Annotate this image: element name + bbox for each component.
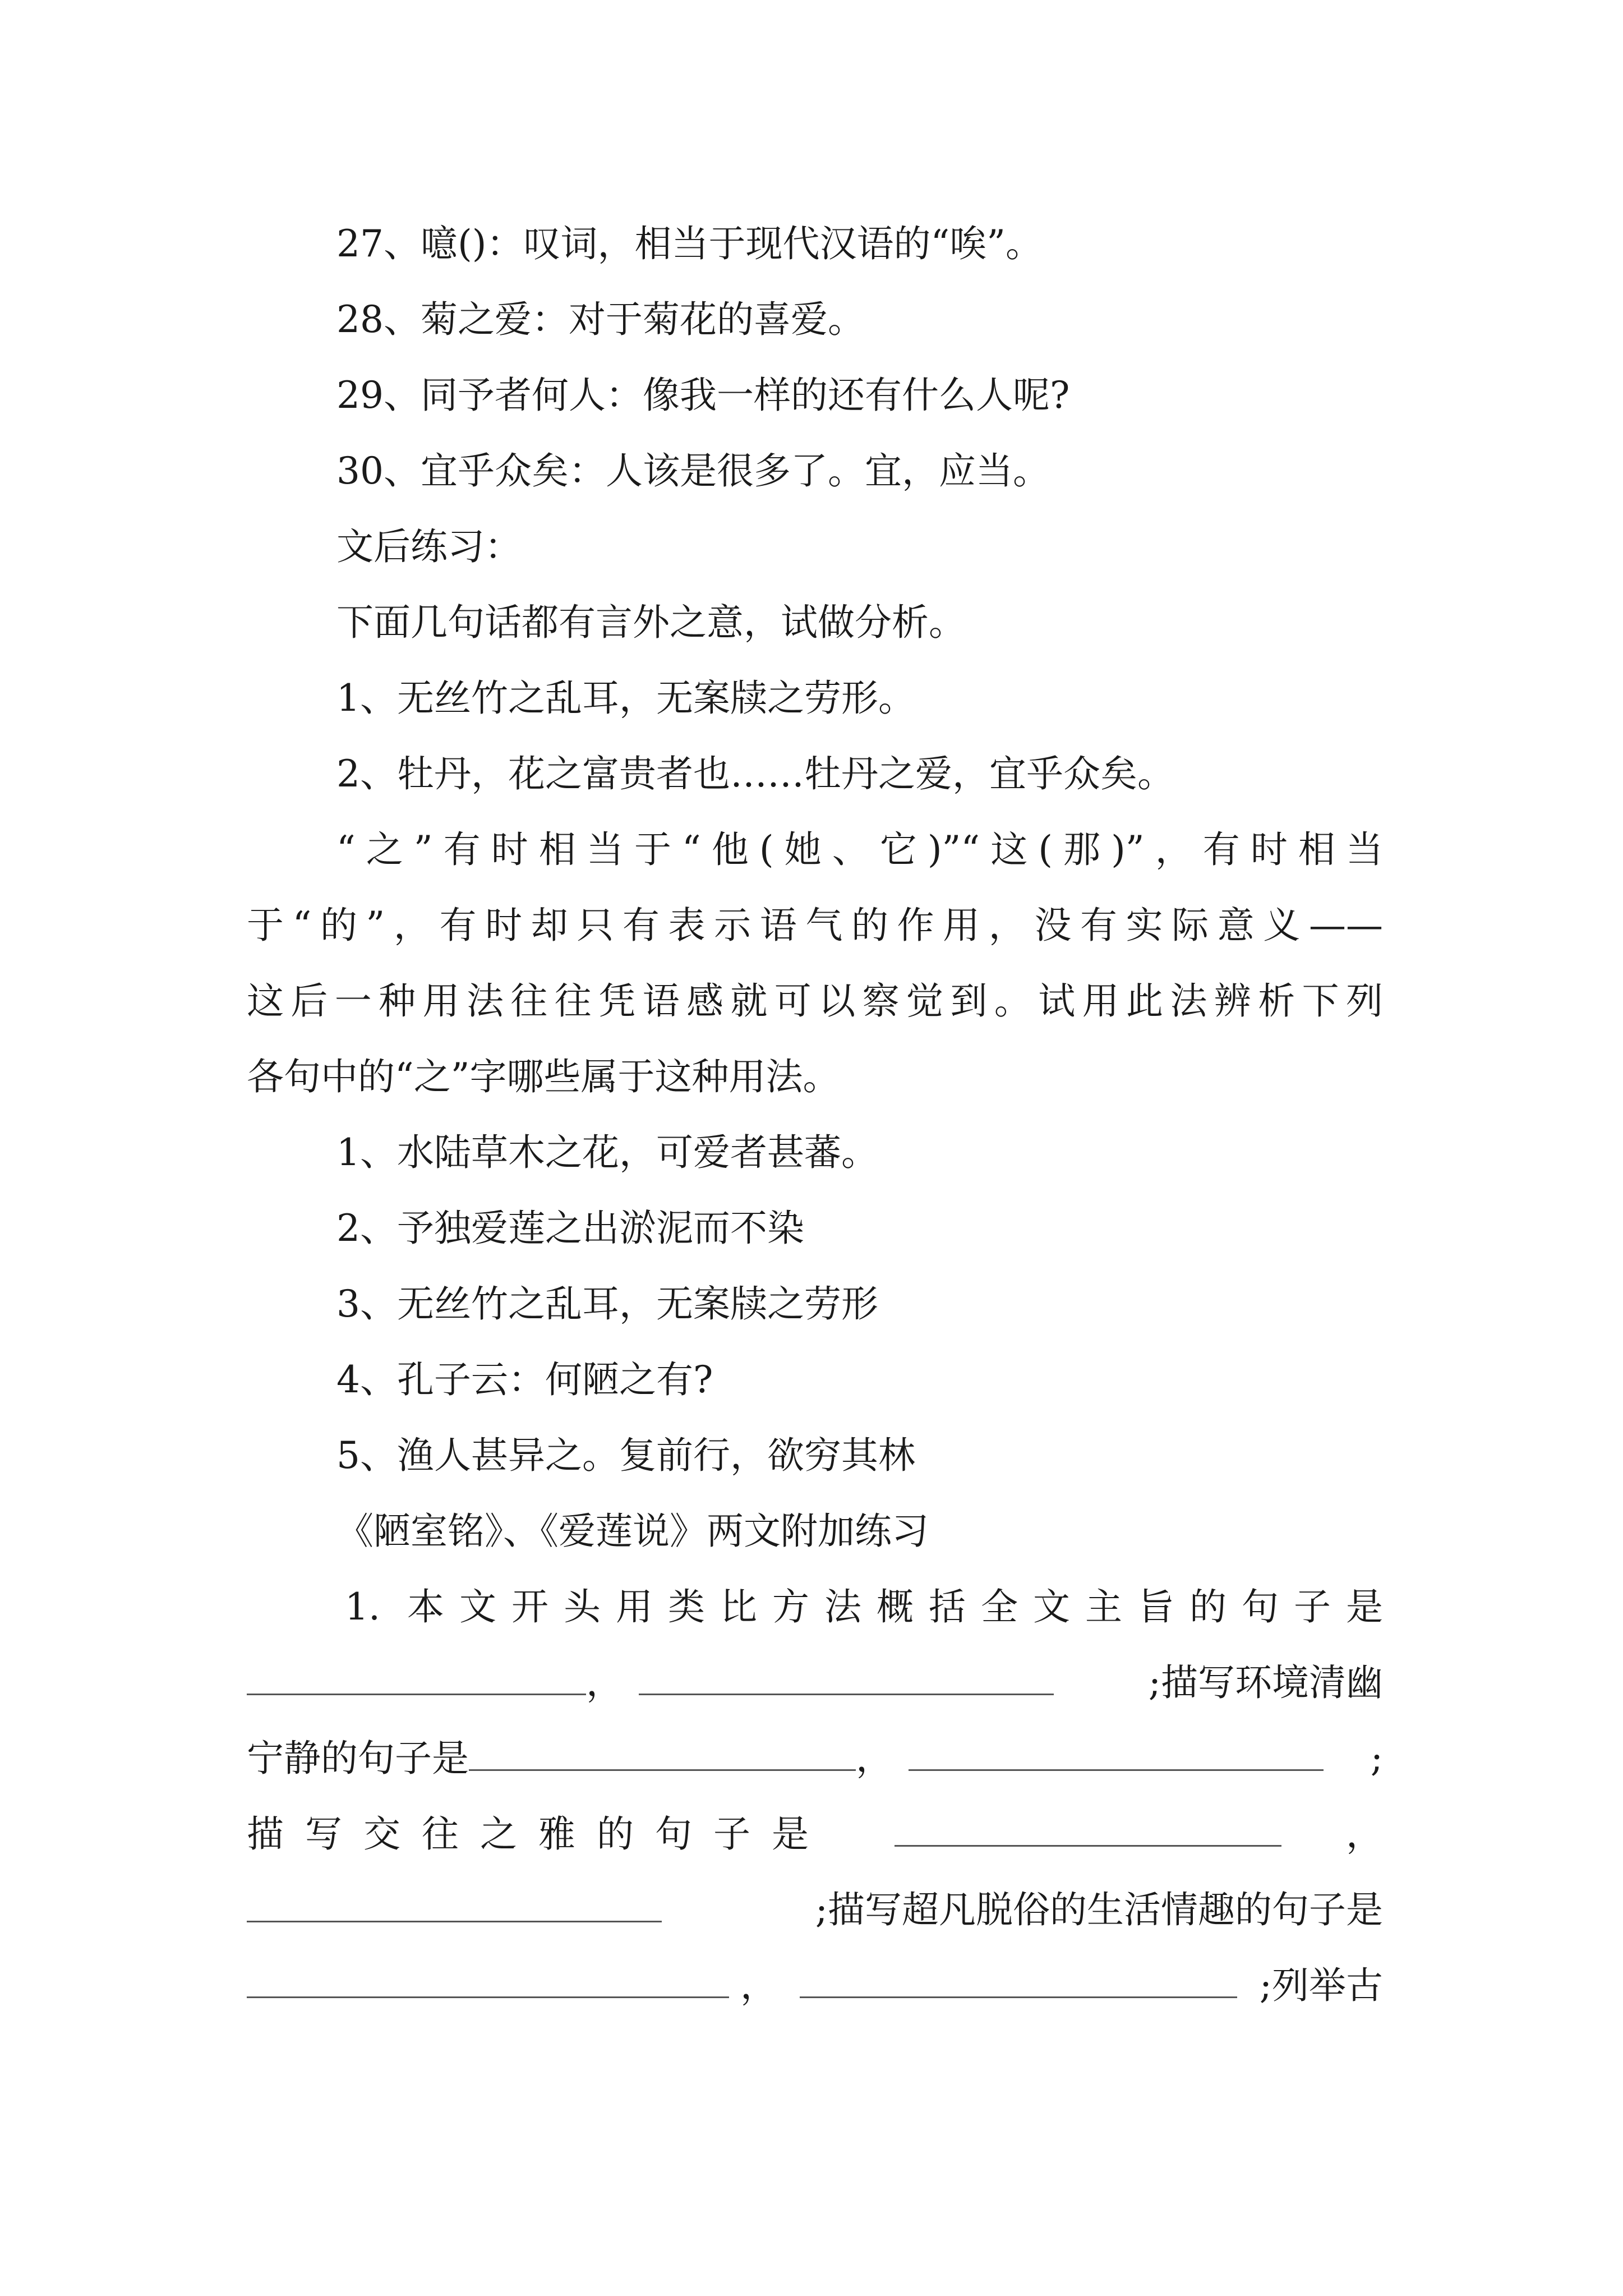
annotation-28: 28、菊之爱：对于菊花的喜爱。	[336, 298, 865, 341]
zhi-paragraph-line-3: 这后一种用法往往凭语感就可以察觉到。试用此法辨析下列	[247, 979, 1383, 1023]
annotation-27: 27、噫()：叹词，相当于现代汉语的“唉”。	[336, 222, 1043, 265]
answer-blank[interactable]	[469, 1737, 856, 1771]
zhi-item-2: 2、予独爱莲之出淤泥而不染	[336, 1207, 804, 1250]
question-1-line-6	[247, 1961, 1383, 2011]
zhi-item-4: 4、孔子云：何陋之有?	[336, 1358, 713, 1401]
answer-blank[interactable]	[800, 1964, 1237, 1998]
exercise-intro: 下面几句话都有言外之意，试做分析。	[336, 601, 966, 644]
zhi-paragraph-line-1: “之”有时相当于“他(她、它)”“这(那)”，有时相当	[336, 828, 1383, 871]
comma: ，	[586, 1661, 623, 1704]
zhi-item-5: 5、渔人甚异之。复前行，欲穷其林	[336, 1434, 915, 1477]
answer-blank[interactable]	[639, 1661, 1054, 1695]
prompt-text: ;列举古	[1259, 1964, 1383, 2007]
question-1-line-4	[247, 1809, 1383, 1860]
answer-blank[interactable]	[909, 1737, 1324, 1771]
annotation-30: 30、宜乎众矣：人该是很多了。宜，应当。	[336, 449, 1050, 493]
extra-exercise-heading: 《陋室铭》、《爱莲说》两文附加练习	[336, 1510, 929, 1553]
annotation-29: 29、同予者何人：像我一样的还有什么人呢?	[336, 374, 1070, 417]
comma: ，	[740, 1964, 777, 2007]
zhi-item-3: 3、无丝竹之乱耳，无案牍之劳形	[336, 1282, 878, 1326]
comma: ，	[856, 1737, 893, 1780]
prompt-text: ;描写环境清幽	[1148, 1661, 1383, 1704]
exercise-item-2: 2、牡丹，花之富贵者也……牡丹之爱，宜乎众矣。	[336, 752, 1174, 795]
zhi-paragraph-line-4: 各句中的“之”字哪些属于这种用法。	[247, 1055, 840, 1098]
semicolon: ;	[1370, 1737, 1383, 1780]
question-1-line-3	[247, 1733, 1383, 1784]
question-1-line-2	[247, 1658, 1383, 1708]
question-1-line-5	[247, 1885, 1383, 1935]
exercise-item-1: 1、无丝竹之乱耳，无案牍之劳形。	[336, 677, 915, 720]
prompt-text: ;描写超凡脱俗的生活情趣的句子是	[815, 1888, 1383, 1931]
answer-blank[interactable]	[247, 1964, 729, 1998]
zhi-paragraph-line-2: 于“的”，有时却只有表示语气的作用，没有实际意义——	[247, 904, 1383, 947]
prompt-text: 描写交往之雅的句子是	[247, 1812, 830, 1856]
question-1-line-1: 1. 本文开头用类比方法概括全文主旨的句子是	[345, 1585, 1383, 1628]
exercise-heading: 文后练习：	[336, 525, 522, 568]
answer-blank[interactable]	[895, 1812, 1281, 1847]
zhi-item-1: 1、水陆草木之花，可爱者甚蕃。	[336, 1131, 878, 1174]
prompt-text: 宁静的句子是	[247, 1737, 469, 1780]
answer-blank[interactable]	[247, 1888, 662, 1922]
comma: ，	[1346, 1812, 1383, 1856]
answer-blank[interactable]	[247, 1661, 586, 1695]
